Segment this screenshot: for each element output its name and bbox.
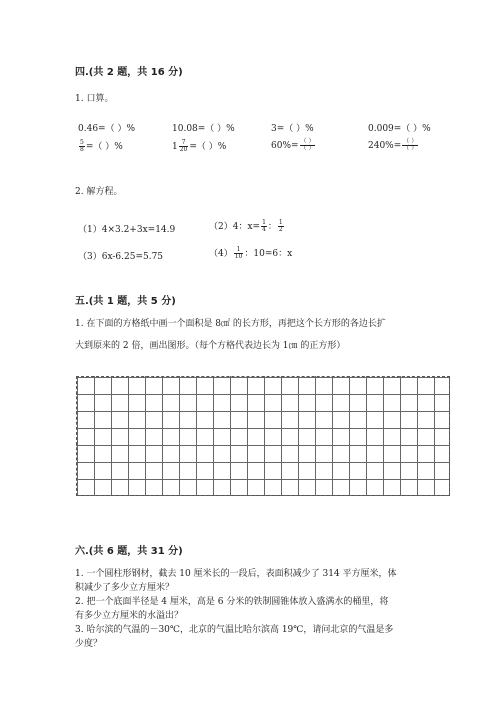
section-6-question-1-line-2: 积减少了多少立方厘米？ [75,583,175,593]
section-6-question-1-line-1: 1. 一个圆柱形钢材，截去 10 厘米长的一段后，表面积减少了 314 平方厘米，体 [75,569,397,579]
square-grid [76,376,450,496]
equation-1: （1）4×3.2+3x=14.9 [78,225,176,235]
problem-3: 3=（ ）% [271,124,314,134]
fraction: $\frac{7}{20}$ [179,139,188,153]
section-5-question-line-1: 1. 在下面的方格纸中画一个面积是 8㎠ 的长方形，再把这个长方形的各边长扩 [75,319,386,329]
section-5-title: 五.(共 1 题，共 5 分) [75,296,176,307]
fraction-blank: $\frac{( )}{( )}$ [300,138,315,152]
equation-2: （2）4：x= $\frac{1}{4}$ ： $\frac{1}{2}$ [209,219,283,233]
problem-one-seven-twentieths: 1 $\frac{7}{20}$ =（ ）% [172,139,227,153]
problem-0-009: 0.009=（ ）% [368,124,431,134]
fraction: $\frac{5}{8}$ [80,139,84,153]
problem-60-percent: 60%= $\frac{( )}{( )}$ [271,138,315,152]
fraction: $\frac{1}{2}$ [278,219,283,233]
section-6-question-2-line-1: 2. 把一个底面半径是 4 厘米，高是 6 分米的铁制圆锥体放入盛满水的桶里，将 [75,597,389,607]
equation-3: （3）6x-6.25=5.75 [78,252,164,262]
section-5-question-line-2: 大到原来的 2 倍，画出图形。（每个方格代表边长为 1㎝ 的正方形） [75,341,346,351]
question-2-label: 2. 解方程。 [75,187,123,197]
section-4-title: 四.(共 2 题，共 16 分) [75,67,183,78]
section-6-question-3-line-1: 3. 哈尔滨的气温的－30℃，北京的气温比哈尔滨高 19℃，请问北京的气温是多 [75,625,394,635]
section-6-question-3-line-2: 少度？ [75,639,103,649]
fraction: $\frac{1}{4}$ [262,219,266,233]
problem-10-08: 10.08=（ ）% [172,124,235,134]
fraction-blank: $\frac{( )}{( )}$ [403,138,418,152]
fraction: $\frac{1}{10}$ [234,246,243,260]
problem-240-percent: 240%= $\frac{( )}{( )}$ [368,138,418,152]
equation-4: （4） $\frac{1}{10}$ ：10=6：x [209,246,293,260]
question-1-label: 1. 口算。 [75,94,114,104]
section-6-title: 六.(共 6 题，共 31 分) [75,546,183,557]
section-6-question-2-line-2: 有多少立方厘米的水溢出？ [75,611,184,621]
problem-0-46: 0.46=（ ）% [78,124,135,134]
problem-five-eighths: $\frac{5}{8}$ =（ ）% [80,139,123,153]
